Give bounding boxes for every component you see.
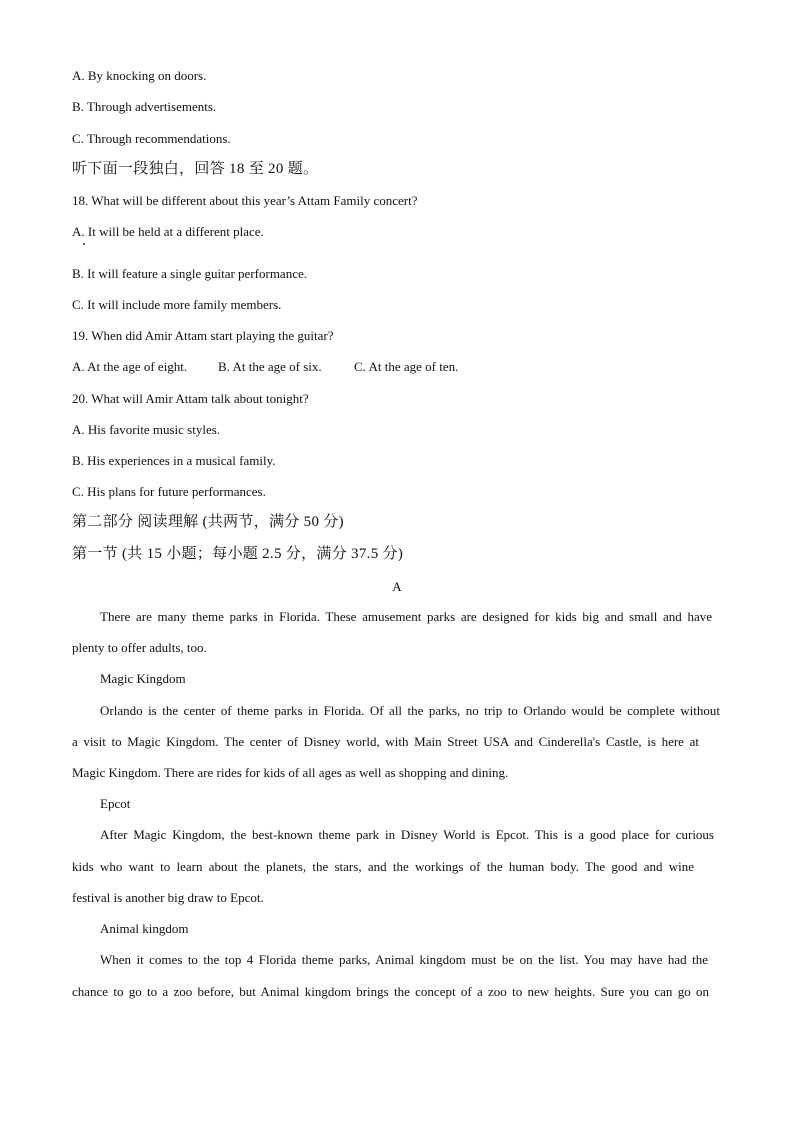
epcot-line-1: After Magic Kingdom, the best-known theme park in Disney World is Epcot. This is a good place for curious: [100, 827, 714, 842]
magic-kingdom-title: Magic Kingdom: [100, 671, 186, 686]
stray-dot-mark: [83, 243, 85, 245]
section1-heading: 第一节 (共 15 小题；每小题 2.5 分，满分 37.5 分): [72, 546, 404, 562]
animal-kingdom-title: Animal kingdom: [100, 921, 189, 936]
q20-question: 20. What will Amir Attam talk about tonight?: [72, 391, 309, 406]
q19-option-c: C. At the age of ten.: [354, 359, 459, 374]
q18-question: 18. What will be different about this year’s Attam Family concert?: [72, 193, 418, 208]
section-monologue-heading: 听下面一段独白，回答 18 至 20 题。: [72, 161, 319, 177]
q20-option-c: C. His plans for future performances.: [72, 484, 266, 499]
q20-option-b: B. His experiences in a musical family.: [72, 453, 276, 468]
epcot-line-2: kids who want to learn about the planets, the stars, and the workings of the human body. The good and wine: [72, 859, 694, 874]
animal-kingdom-line-1: When it comes to the top 4 Florida theme parks, Animal kingdom must be on the list. You may have had the: [100, 952, 708, 967]
q19-question: 19. When did Amir Attam start playing the guitar?: [72, 328, 334, 343]
intro-line-2: plenty to offer adults, too.: [72, 640, 207, 655]
q17-option-b: B. Through advertisements.: [72, 99, 217, 114]
q18-option-c: C. It will include more family members.: [72, 297, 282, 312]
q19-option-a: A. At the age of eight.: [72, 359, 188, 374]
magic-kingdom-line-1: Orlando is the center of theme parks in Florida. Of all the parks, no trip to Orlando would be complete without: [100, 703, 720, 718]
part2-heading: 第二部分 阅读理解 (共两节，满分 50 分): [72, 514, 344, 530]
magic-kingdom-line-3: Magic Kingdom. There are rides for kids of all ages as well as shopping and dining.: [72, 765, 509, 780]
magic-kingdom-line-2: a visit to Magic Kingdom. The center of Disney world, with Main Street USA and Cinderella's Castle, is here at: [72, 734, 699, 749]
epcot-line-3: festival is another big draw to Epcot.: [72, 890, 264, 905]
intro-line-1: There are many theme parks in Florida. These amusement parks are designed for kids big and small and have: [100, 609, 712, 624]
q19-option-b: B. At the age of six.: [218, 359, 322, 374]
q17-option-a: A. By knocking on doors.: [72, 68, 207, 83]
q18-option-b: B. It will feature a single guitar performance.: [72, 266, 307, 281]
q20-option-a: A. His favorite music styles.: [72, 422, 221, 437]
passage-label: A: [392, 579, 402, 594]
epcot-title: Epcot: [100, 796, 131, 811]
q17-option-c: C. Through recommendations.: [72, 131, 231, 146]
animal-kingdom-line-2: chance to go to a zoo before, but Animal kingdom brings the concept of a zoo to new heights. Sure you can go on: [72, 984, 709, 999]
q19-options-row: [72, 359, 458, 375]
q18-option-a: A. It will be held at a different place.: [72, 224, 264, 239]
